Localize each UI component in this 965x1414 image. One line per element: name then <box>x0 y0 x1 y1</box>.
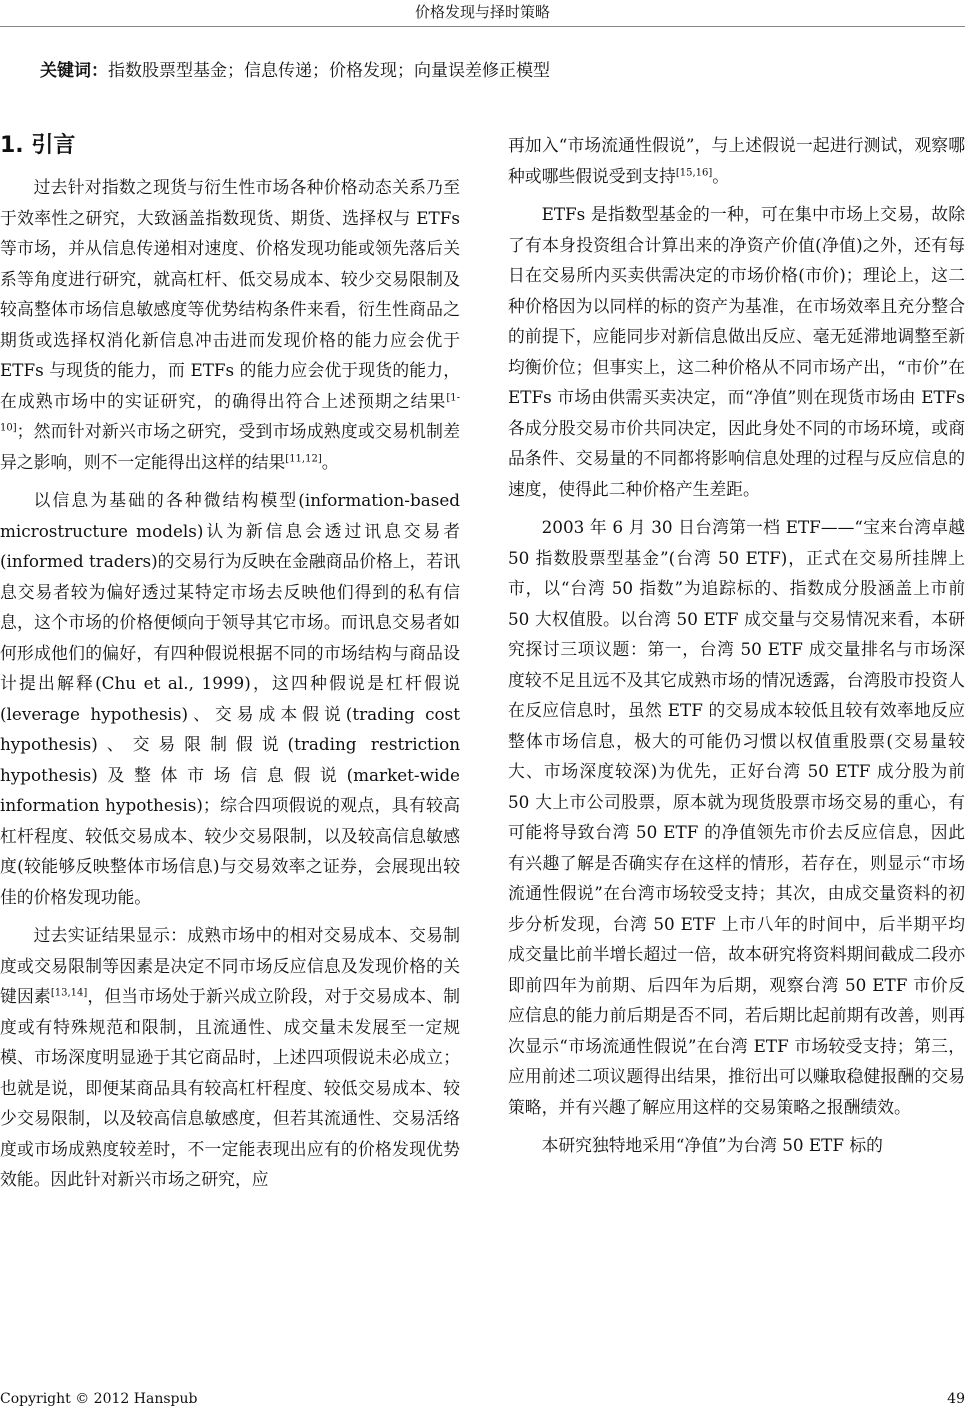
page-footer <box>0 1388 965 1410</box>
paragraph-text: ；然而针对新兴市场之研究，受到市场成熟度或交易机制差异之影响，则不一定能得出这样的结果 <box>0 421 460 472</box>
running-header: 价格发现与择时策略 <box>414 3 550 21</box>
paragraph-text: 以信息为基础的各种微结构模型(information-based microstructure models)认为新信息会透过讯息交易者(informed traders)的交易行为反映在金融商品价格上，若讯息交易者较为偏好透过某特定市场去反映他们得到的私有信息，这个市场的价格便倾向于领导其它市场。而讯息交易者如何形成他们的偏好，有四种假说根据不同的市场结构与商品设计提出解释(Chu et al., 1999)，这四种假说是杠杆假说(leverage hypothesis)、交易成本假说(trading cost hypothesis)、交易限制假说(trading restriction hypothesis)及整体市场信息假说(market-wide information hypothesis)；综合四项假说的观点，具有较高杠杆程度、较低交易成本、较少交易限制，以及较高信息敏感度(较能够反映整体市场信息)与交易效率之证券，会展现出较佳的价格发现功能。 <box>0 490 460 907</box>
paragraph-text: 2003 年 6 月 30 日台湾第一档 ETF——“宝来台湾卓越 50 指数股票型基金”(台湾 50 ETF)，正式在交易所挂牌上市，以“台湾 50 指数”为追踪标的、指数成分股涵盖上市前 50 大权值股。以台湾 50 ETF 成交量与交易情况来看，本研究探讨三项议题：第一，台湾 50 ETF 成交量排名与市场深度较不足且远不及其它成熟市场的情况透露，台湾股市投资人在反应信息时，虽然 ETF 的交易成本较低且较有效率地反应整体市场信息，极大的可能仍习惯以权值重股票(交易量较大、市场深度较深)为优先，正好台湾 50 ETF 成分股为前 50 大上市公司股票，原本就为现货股票市场交易的重心，有可能将导致台湾 50 ETF 的净值领先市价去反应信息，因此有兴趣了解是否确实存在这样的情形，若存在，则显示“市场流通性假说”在台湾市场较受支持；其次，由成交量资料的初步分析发现，台湾 50 ETF 上市八年的时间中，后半期平均成交量比前半增长超过一倍，故本研究将资料期间截成二段亦即前四年为前期、后四年为后期，观察台湾 50 ETF 市价反应信息的能力前后期是否不同，若后期比起前期有改善，则再次显示“市场流通性假说”在台湾 ETF 市场较受支持；第三，应用前述二项议题得出结果，推衍出可以赚取稳健报酬的交易策略，并有兴趣了解应用这样的交易策略之报酬绩效。 <box>508 517 965 1117</box>
paragraph-text: ETFs 是指数型基金的一种，可在集中市场上交易，故除了有本身投资组合计算出来的净资产价值(净值)之外，还有每日在交易所内买卖供需决定的市场价格(市价)；理论上，这二种价格因为以同样的标的资产为基准，在市场效率且充分整合的前提下，应能同步对新信息做出反应、毫无延滞地调整至新均衡价位；但事实上，这二种价格从不同市场产出，“市价”在 ETFs 市场由供需买卖决定，而“净值”则在现货市场由 ETFs 各成分股交易市价共同决定，因此身处不同的市场环境，或商品条件、交易量的不同都将影响信息处理的过程与反应信息的速度，使得此二种价格产生差距。 <box>508 204 965 499</box>
citation: [13,14] <box>50 987 88 999</box>
right-column <box>508 130 965 1169</box>
citation: [1-10] <box>0 391 460 434</box>
paragraph-text: 。 <box>321 451 339 472</box>
paragraph <box>508 199 965 504</box>
section-title: 1. 引言 <box>0 133 76 158</box>
paragraph <box>0 920 460 1195</box>
header-rule <box>0 26 965 27</box>
paragraph <box>508 512 965 1122</box>
paragraph <box>0 172 460 477</box>
paragraph-text: 。 <box>712 165 730 186</box>
citation: [11,12] <box>285 452 322 464</box>
keywords-label: 关键词： <box>40 61 108 81</box>
paragraph-text: 过去针对指数之现货与衍生性市场各种价格动态关系乃至于效率性之研究，大致涵盖指数现货、期货、选择权与 ETFs 等市场，并从信息传递相对速度、价格发现功能或领先落后关系等角度进行研究，就高杠杆、低交易成本、较少交易限制及较高整体市场信息敏感度等优势结构条件来看，衍生性商品之期货或选择权消化新信息冲击进而发现价格的能力应会优于 ETFs 与现货的能力，而 ETFs 的能力应会优于现货的能力，在成熟市场中的实证研究，的确得出符合上述预期之结果 <box>0 177 460 411</box>
keywords-text: 指数股票型基金；信息传递；价格发现；向量误差修正模型 <box>108 61 550 81</box>
paragraph <box>508 1130 965 1161</box>
paragraph <box>0 485 460 912</box>
paragraph-text: 过去实证结果显示：成熟市场中的相对交易成本、交易制度或交易限制等因素是决定不同市场反应信息及发现价格的关键因素 <box>0 925 460 1006</box>
paragraph-text: 再加入“市场流通性假说”，与上述假说一起进行测试，观察哪种或哪些假说受到支持 <box>508 135 965 186</box>
left-column <box>0 124 460 1203</box>
citation: [15,16] <box>675 166 713 178</box>
copyright: Copyright © 2012 Hanspub <box>0 1391 198 1407</box>
keywords <box>40 58 550 84</box>
paragraph <box>508 130 965 191</box>
page-number: 49 <box>947 1391 965 1407</box>
paragraph-text: 本研究独特地采用“净值”为台湾 50 ETF 标的 <box>541 1135 883 1155</box>
paragraph-text: ，但当市场处于新兴成立阶段，对于交易成本、制度或有特殊规范和限制，且流通性、成交量未发展至一定规模、市场深度明显逊于其它商品时，上述四项假说未必成立；也就是说，即便某商品具有较高杠杆程度、较低交易成本、较少交易限制，以及较高信息敏感度，但若其流通性、交易活络度或市场成熟度较差时，不一定能表现出应有的价格发现优势效能。因此针对新兴市场之研究，应 <box>0 986 460 1189</box>
